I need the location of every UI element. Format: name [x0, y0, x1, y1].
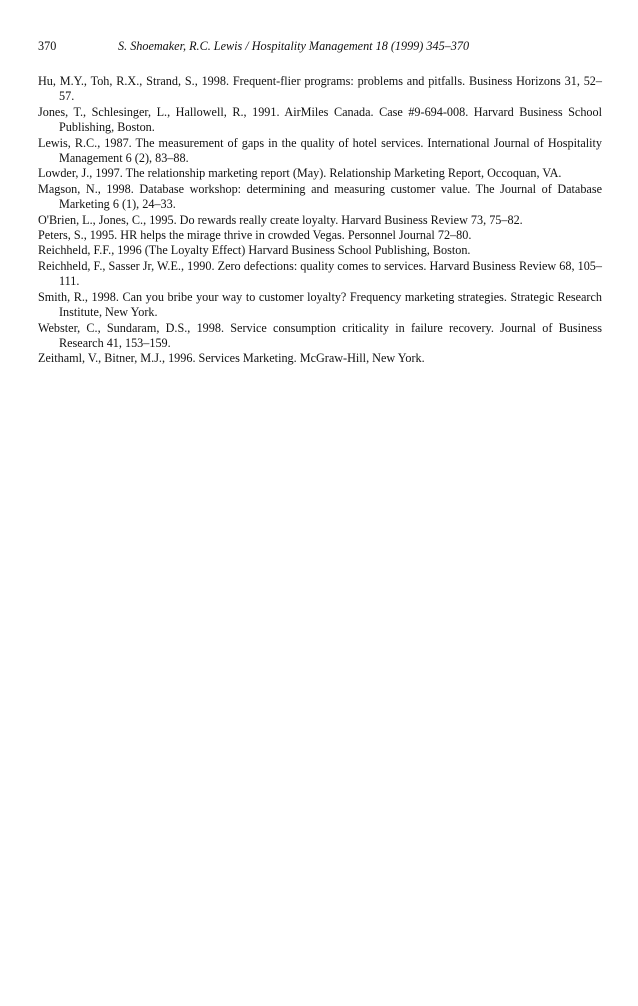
reference-entry: Lowder, J., 1997. The relationship marketing report (May). Relationship Marketing Report, Occoquan, VA.	[38, 166, 562, 181]
reference-entry: Webster, C., Sundaram, D.S., 1998. Service consumption criticality in failure recovery. Journal of Business Research 41, 153–159.	[38, 320, 602, 350]
reference-entry: Zeithaml, V., Bitner, M.J., 1996. Services Marketing. McGraw-Hill, New York.	[38, 351, 425, 366]
reference-entry: Magson, N., 1998. Database workshop: determining and measuring customer value. The Journal of Database Marketing 6 (1), 24–33.	[38, 181, 602, 212]
reference-entry: Reichheld, F.F., 1996 (The Loyalty Effect) Harvard Business School Publishing, Boston.	[38, 243, 471, 258]
page-header	[38, 38, 602, 54]
reference-entry: Peters, S., 1995. HR helps the mirage thrive in crowded Vegas. Personnel Journal 72–80.	[38, 228, 472, 243]
reference-list	[38, 74, 602, 367]
reference-entry: Jones, T., Schlesinger, L., Hallowell, R., 1991. AirMiles Canada. Case #9-694-008. Harvard Business School Publishing, Boston.	[38, 104, 602, 135]
reference-entry: Hu, M.Y., Toh, R.X., Strand, S., 1998. Frequent-flier programs: problems and pitfalls. Business Horizons 31, 52–57.	[38, 74, 602, 104]
reference-entry: Reichheld, F., Sasser Jr, W.E., 1990. Zero defections: quality comes to services. Harvard Business Review 68, 105–111.	[38, 258, 602, 289]
reference-entry: Smith, R., 1998. Can you bribe your way to customer loyalty? Frequency marketing strategies. Strategic Research Institute, New York.	[38, 289, 602, 320]
reference-entry: O'Brien, L., Jones, C., 1995. Do rewards really create loyalty. Harvard Business Review 73, 75–82.	[38, 212, 523, 227]
running-head: S. Shoemaker, R.C. Lewis / Hospitality Management 18 (1999) 345–370	[118, 39, 470, 53]
reference-entry: Lewis, R.C., 1987. The measurement of gaps in the quality of hotel services. International Journal of Hospitality Management 6 (2), 83–88.	[38, 135, 602, 166]
page-number: 370	[38, 39, 57, 53]
